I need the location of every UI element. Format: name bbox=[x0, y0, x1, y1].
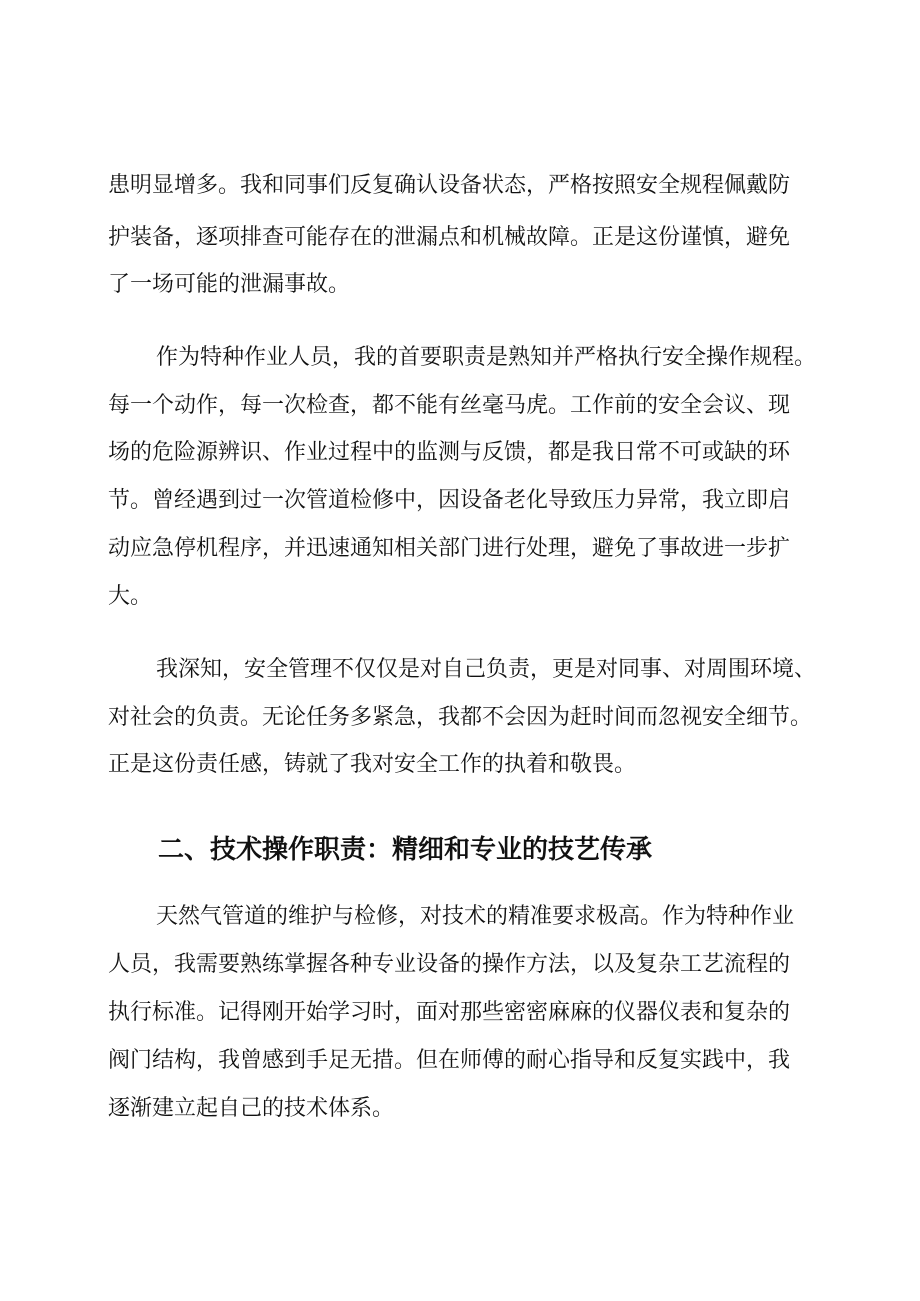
paragraph-line: 对社会的负责。无论任务多紧急，我都不会因为赶时间而忽视安全细节。 bbox=[108, 705, 813, 730]
paragraph-line: 患明显增多。我和同事们反复确认设备状态，严格按照安全规程佩戴防 bbox=[108, 173, 791, 198]
paragraph-line: 每一个动作，每一次检查，都不能有丝毫马虎。工作前的安全会议、现 bbox=[108, 393, 791, 418]
paragraph-line: 正是这份责任感，铸就了我对安全工作的执着和敬畏。 bbox=[108, 752, 637, 777]
section-heading: 二、技术操作职责：精细和专业的技艺传承 bbox=[158, 835, 653, 865]
paragraph-line: 人员，我需要熟练掌握各种专业设备的操作方法，以及复杂工艺流程的 bbox=[108, 952, 791, 977]
paragraph-line: 逐渐建立起自己的技术体系。 bbox=[108, 1096, 395, 1121]
paragraph-line: 大。 bbox=[108, 584, 153, 609]
paragraph-line: 动应急停机程序，并迅速通知相关部门进行处理，避免了事故进一步扩 bbox=[108, 536, 791, 561]
paragraph-line: 阀门结构，我曾感到手足无措。但在师傅的耐心指导和反复实践中，我 bbox=[108, 1048, 791, 1073]
paragraph-line: 天然气管道的维护与检修，对技术的精准要求极高。作为特种作业 bbox=[156, 904, 795, 929]
paragraph-line: 了一场可能的泄漏事故。 bbox=[108, 272, 351, 297]
paragraph-line: 场的危险源辨识、作业过程中的监测与反馈，都是我日常不可或缺的环 bbox=[108, 440, 791, 465]
paragraph-line: 我深知，安全管理不仅仅是对自己负责，更是对同事、对周围环境、 bbox=[156, 657, 817, 682]
paragraph-line: 执行标准。记得刚开始学习时，面对那些密密麻麻的仪器仪表和复杂的 bbox=[108, 1000, 791, 1025]
paragraph-line: 护装备，逐项排查可能存在的泄漏点和机械故障。正是这份谨慎，避免 bbox=[108, 225, 791, 250]
paragraph-line: 节。曾经遇到过一次管道检修中，因设备老化导致压力异常，我立即启 bbox=[108, 488, 791, 513]
paragraph-line: 作为特种作业人员，我的首要职责是熟知并严格执行安全操作规程。 bbox=[156, 345, 817, 370]
